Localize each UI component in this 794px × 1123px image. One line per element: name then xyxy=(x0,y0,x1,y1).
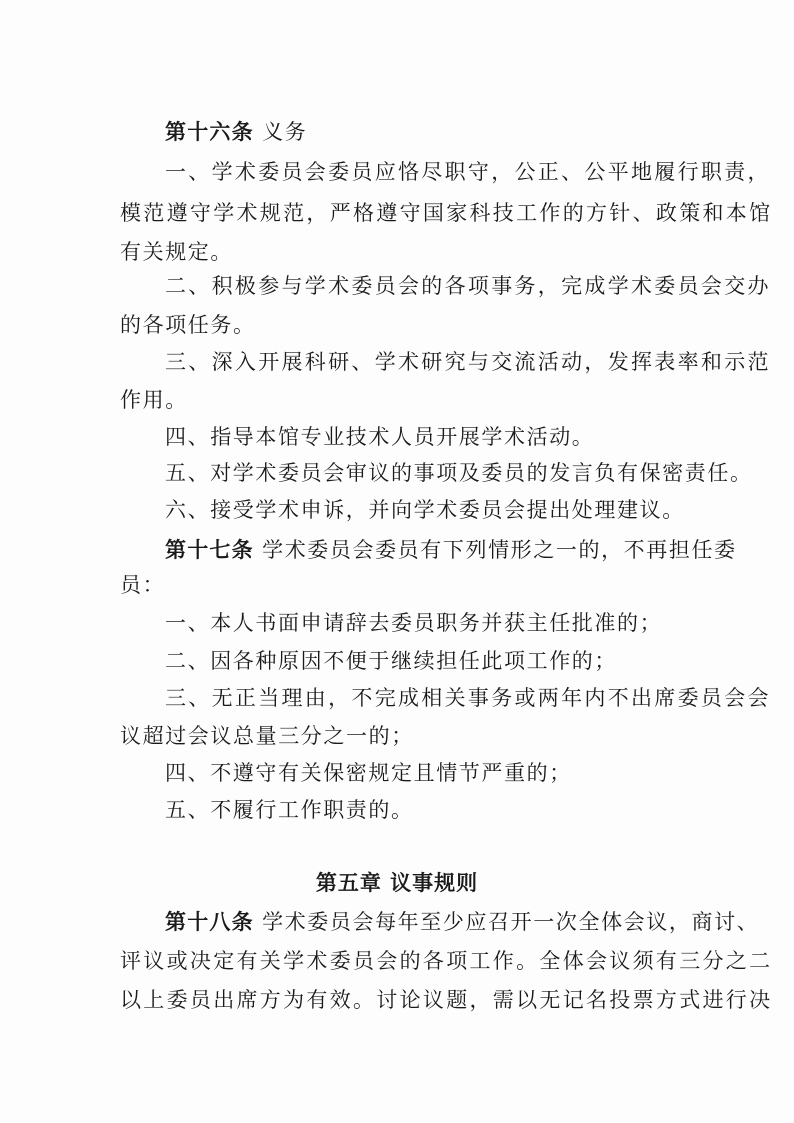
article-17-item-2: 二、因各种原因不便于继续担任此项工作的； xyxy=(165,649,617,673)
article-17-item-3-line-1: 三、无正当理由，不完成相关事务或两年内不出席委员会会 xyxy=(165,686,771,710)
article-16-item-1-line-3: 有关规定。 xyxy=(120,240,233,264)
article-16-title: 第十六条 xyxy=(165,120,254,144)
article-16-item-1-line-1: 一、学术委员会委员应恪尽职守，公正、公平地履行职责， xyxy=(165,160,771,184)
article-17-item-5: 五、不履行工作职责的。 xyxy=(165,798,414,822)
article-18-title: 第十八条 xyxy=(165,910,254,934)
article-18-text-1: 学术委员会每年至少应召开一次全体会议，商讨、 xyxy=(253,910,760,934)
article-16-item-4: 四、指导本馆专业技术人员开展学术活动。 xyxy=(165,425,595,449)
article-16-item-1-line-2: 模范遵守学术规范，严格遵守国家科技工作的方针、政策和本馆 xyxy=(120,201,773,225)
article-16-item-3-line-1: 三、深入开展科研、学术研究与交流活动，发挥表率和示范 xyxy=(165,350,771,374)
article-17-title: 第十七条 xyxy=(165,538,254,562)
article-18-line-1 xyxy=(0,908,794,936)
article-17-item-4: 四、不遵守有关保密规定且情节严重的； xyxy=(165,761,572,785)
article-17-heading-cont: 员： xyxy=(120,573,166,597)
article-16-item-6: 六、接受学术申诉，并向学术委员会提出处理建议。 xyxy=(165,498,685,522)
article-17-item-3-line-2: 议超过会议总量三分之一的； xyxy=(120,724,414,748)
article-16-title-text: 义务 xyxy=(253,120,308,144)
article-17-title-text: 学术委员会委员有下列情形之一的，不再担任委 xyxy=(253,538,737,562)
article-17-item-1: 一、本人书面申请辞去委员职务并获主任批准的； xyxy=(165,611,663,635)
article-16-item-2-line-1: 二、积极参与学术委员会的各项事务，完成学术委员会交办 xyxy=(165,274,771,298)
chapter-heading xyxy=(0,869,794,897)
article-16-heading xyxy=(0,118,794,146)
article-16-item-3-line-2: 作用。 xyxy=(120,388,188,412)
article-17-heading xyxy=(0,536,794,564)
article-18-line-3: 以上委员出席方为有效。讨论议题，需以无记名投票方式进行决 xyxy=(120,988,773,1012)
article-18-line-2: 评议或决定有关学术委员会的各项工作。全体会议须有三分之二 xyxy=(120,949,773,973)
article-16-item-2-line-2: 的各项任务。 xyxy=(120,313,256,337)
chapter-5-title: 第五章 议事规则 xyxy=(315,871,479,895)
article-16-item-5: 五、对学术委员会审议的事项及委员的发言负有保密责任。 xyxy=(165,461,753,485)
